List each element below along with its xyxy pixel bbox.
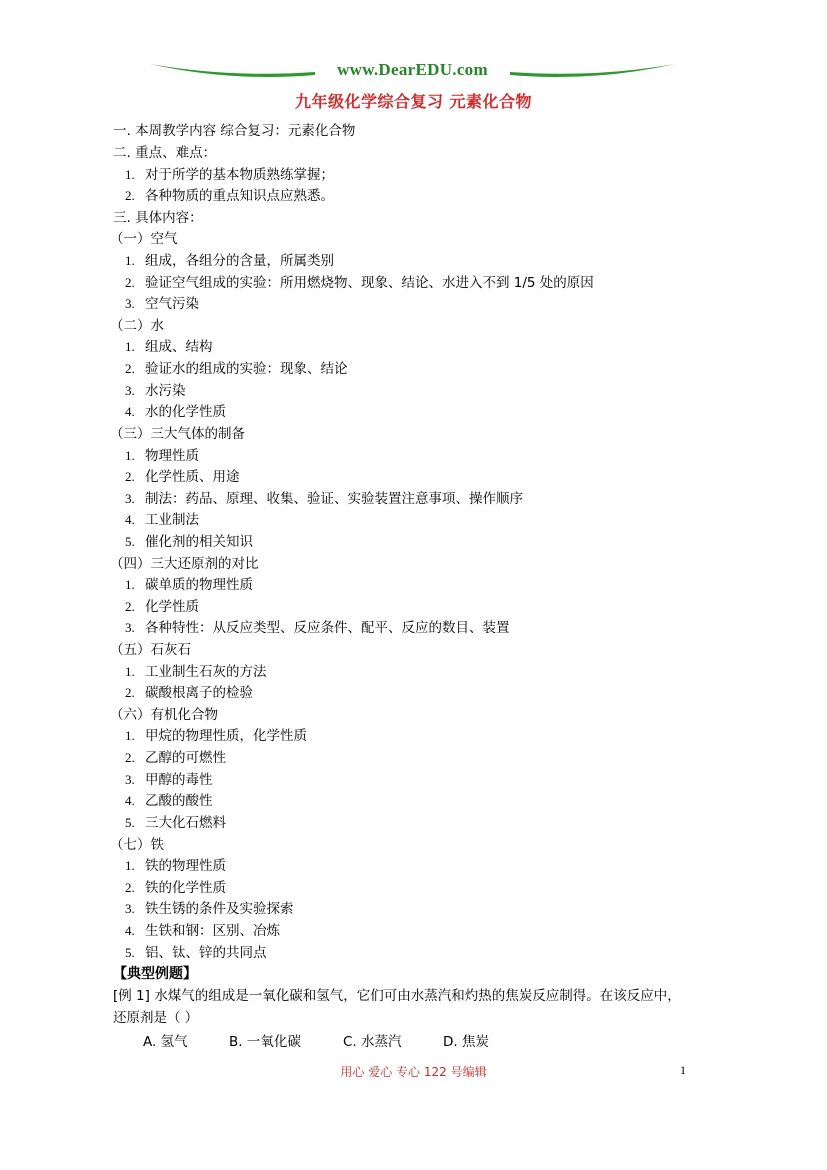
option-a: A. 氢气 (143, 1034, 188, 1050)
list-item: 1. 铁的物理性质 (125, 858, 226, 874)
page-number: 1 (680, 1063, 686, 1077)
list-item: 2. 化学性质 (125, 599, 199, 615)
list-item: 1. 甲烷的物理性质，化学性质 (125, 728, 307, 744)
list-item: 1. 组成，各组分的含量，所属类别 (125, 253, 334, 269)
list-item: 1. 组成、结构 (125, 339, 213, 355)
example-1-question: [例 1] 水煤气的组成是一氧化碳和氢气，它们可由水蒸汽和灼热的焦炭反应制得。在该反应中， (113, 988, 681, 1004)
example-1-options (143, 1033, 489, 1051)
list-item: 4. 生铁和钢：区别、冶炼 (125, 923, 280, 939)
option-b: B. 一氧化碳 (229, 1034, 301, 1050)
list-item: 5. 铝、钛、锌的共同点 (125, 945, 267, 961)
list-item: 3. 制法：药品、原理、收集、验证、实验装置注意事项、操作顺序 (125, 491, 523, 507)
list-item: 2. 各种物质的重点知识点应熟悉。 (125, 188, 334, 204)
list-item: 4. 水的化学性质 (125, 404, 226, 420)
list-item: 4. 工业制法 (125, 512, 199, 528)
list-item: 3. 空气污染 (125, 296, 199, 312)
list-item: 5. 三大化石燃料 (125, 815, 226, 831)
group-heading-water: （二）水 (110, 318, 164, 334)
list-item: 2. 乙醇的可燃性 (125, 750, 226, 766)
option-c: C. 水蒸汽 (343, 1034, 402, 1050)
list-item: 5. 催化剂的相关知识 (125, 534, 253, 550)
group-heading-iron: （七）铁 (110, 837, 164, 853)
list-item: 2. 碳酸根离子的检验 (125, 685, 253, 701)
header-logo-banner (150, 58, 675, 82)
group-heading-gases: （三）三大气体的制备 (110, 426, 245, 442)
list-item: 2. 化学性质、用途 (125, 469, 240, 485)
section-2-heading: 二. 重点、难点： (113, 145, 217, 161)
group-heading-limestone: （五）石灰石 (110, 642, 191, 658)
footer-text: 用心 爱心 专心 122 号编辑 (340, 1065, 487, 1079)
list-item: 2. 验证空气组成的实验：所用燃烧物、现象、结论、水进入不到 1/5 处的原因 (125, 275, 594, 291)
list-item: 3. 水污染 (125, 383, 186, 399)
list-item: 1. 对于所学的基本物质熟练掌握； (125, 167, 334, 183)
list-item: 2. 铁的化学性质 (125, 880, 226, 896)
list-item: 1. 碳单质的物理性质 (125, 577, 253, 593)
option-d: D. 焦炭 (443, 1034, 489, 1050)
group-heading-organic: （六）有机化合物 (110, 707, 218, 723)
document-title: 九年级化学综合复习 元素化合物 (294, 92, 533, 111)
list-item: 3. 甲醇的毒性 (125, 772, 213, 788)
list-item: 1. 工业制生石灰的方法 (125, 664, 267, 680)
group-heading-reductants: （四）三大还原剂的对比 (110, 556, 259, 572)
list-item: 3. 铁生锈的条件及实验探索 (125, 901, 294, 917)
list-item: 4. 乙酸的酸性 (125, 793, 213, 809)
list-item: 1. 物理性质 (125, 448, 199, 464)
example-heading: 【典型例题】 (113, 966, 197, 982)
site-logo-text[interactable]: www.DearEDU.com (337, 60, 488, 79)
list-item: 2. 验证水的组成的实验：现象、结论 (125, 361, 348, 377)
section-1-heading: 一. 本周教学内容 综合复习：元素化合物 (113, 123, 356, 139)
section-3-heading: 三. 具体内容： (113, 210, 203, 226)
list-item: 3. 各种特性：从反应类型、反应条件、配平、反应的数目、装置 (125, 620, 510, 636)
example-1-question-cont: 还原剂是（ ） (113, 1010, 199, 1026)
group-heading-air: （一）空气 (110, 231, 178, 247)
